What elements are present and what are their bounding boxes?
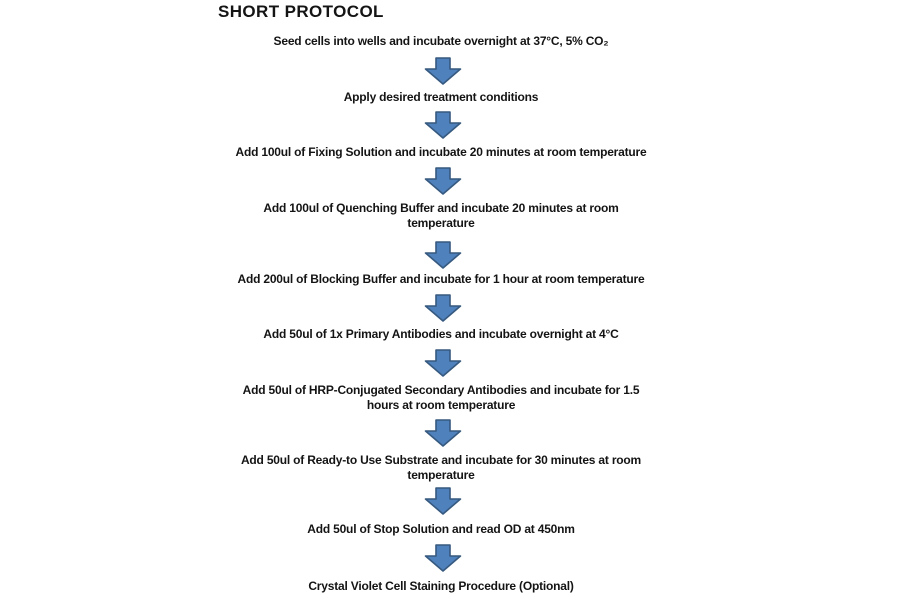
protocol-step-6: Add 50ul of 1x Primary Antibodies and incubate overnight at 4°C (263, 327, 619, 341)
down-arrow-icon (424, 241, 462, 269)
protocol-step-1: Seed cells into wells and incubate overnight at 37°C, 5% CO₂ (273, 34, 609, 48)
page-title: SHORT PROTOCOL (218, 2, 384, 21)
protocol-step-3: Add 100ul of Fixing Solution and incubate 20 minutes at room temperature (235, 145, 647, 159)
down-arrow-icon (424, 57, 462, 85)
protocol-step-8: Add 50ul of Ready-to Use Substrate and incubate for 30 minutes at room temperature (240, 453, 642, 482)
protocol-step-4: Add 100ul of Quenching Buffer and incubate 20 minutes at room temperature (263, 201, 619, 230)
down-arrow-icon (424, 111, 462, 139)
protocol-step-5: Add 200ul of Blocking Buffer and incubate for 1 hour at room temperature (237, 272, 645, 286)
down-arrow-icon (424, 419, 462, 447)
protocol-step-2: Apply desired treatment conditions (343, 90, 539, 104)
protocol-step-7: Add 50ul of HRP-Conjugated Secondary Antibodies and incubate for 1.5 hours at room temperature (242, 383, 640, 412)
protocol-step-10: Crystal Violet Cell Staining Procedure (Optional) (308, 579, 574, 593)
down-arrow-icon (424, 544, 462, 572)
down-arrow-icon (424, 167, 462, 195)
protocol-step-9: Add 50ul of Stop Solution and read OD at 450nm (307, 522, 575, 536)
down-arrow-icon (424, 349, 462, 377)
down-arrow-icon (424, 294, 462, 322)
down-arrow-icon (424, 487, 462, 515)
